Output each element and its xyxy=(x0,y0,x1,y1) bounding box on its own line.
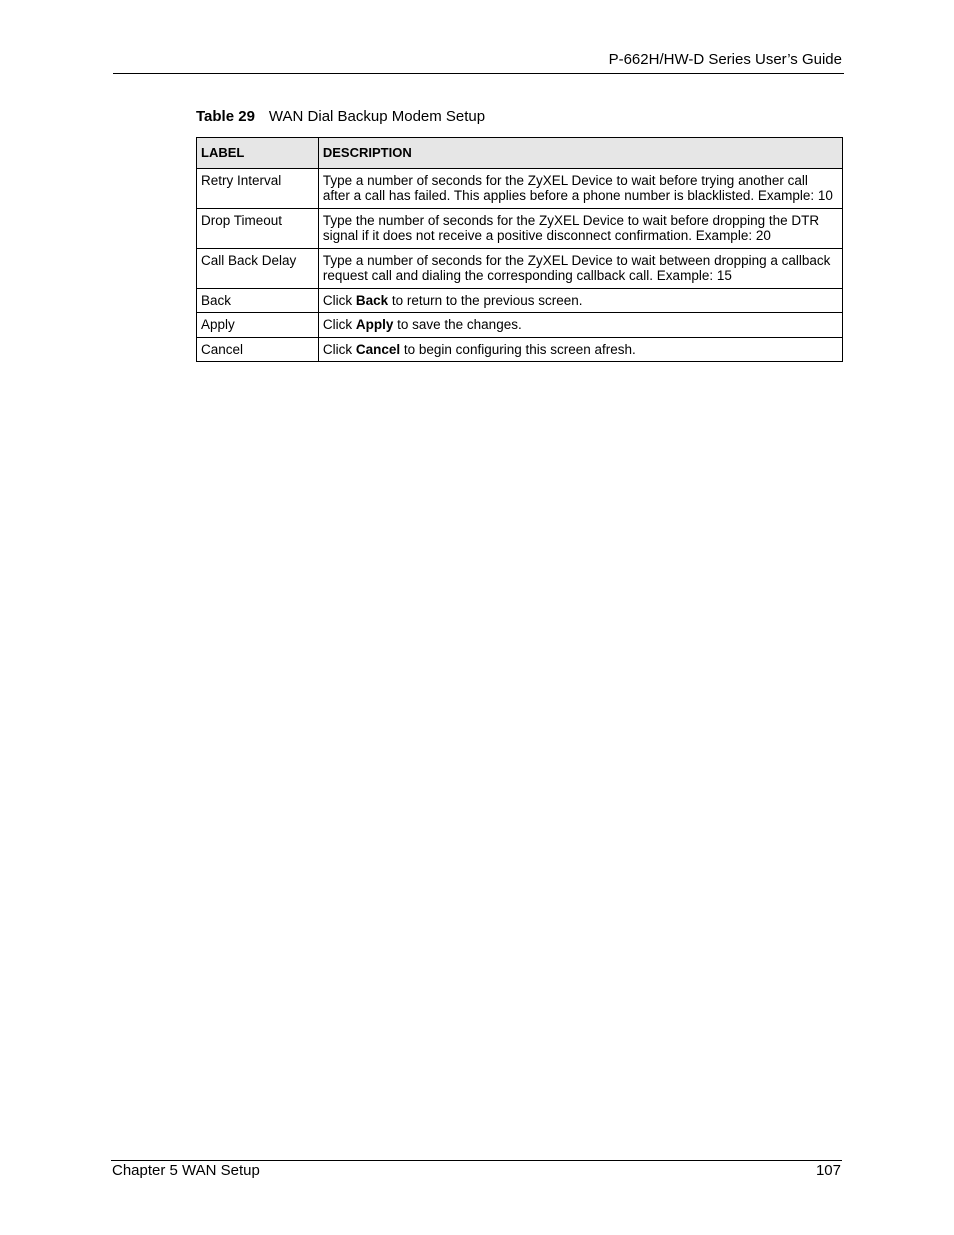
table-row xyxy=(197,208,843,248)
footer-chapter: Chapter 5 WAN Setup xyxy=(112,1162,260,1179)
table-row xyxy=(197,313,843,338)
table-header-row xyxy=(197,138,843,169)
description-bold-term: Apply xyxy=(355,317,394,332)
running-header-title: P-662H/HW-D Series User’s Guide xyxy=(608,51,842,68)
row-description xyxy=(318,208,842,248)
description-text: Type a number of seconds for the ZyXEL Device to wait before trying another call after a call has failed. This applies before a phone number is blacklisted. Example: 10 xyxy=(322,172,833,203)
row-label: Apply xyxy=(197,313,319,338)
table-caption xyxy=(196,108,485,125)
settings-table xyxy=(196,137,843,362)
row-description xyxy=(318,337,842,362)
description-text: Type the number of seconds for the ZyXEL Device to wait before dropping the DTR signal if it does not receive a positive disconnect confirmation. Example: 20 xyxy=(322,212,820,243)
footer-rule xyxy=(111,1160,842,1161)
description-text: Click xyxy=(322,341,356,357)
description-bold-term: Cancel xyxy=(355,341,401,357)
row-label: Cancel xyxy=(197,337,319,362)
description-text: Click xyxy=(322,292,356,308)
row-description xyxy=(318,313,842,338)
footer-page-number: 107 xyxy=(815,1162,841,1179)
description-text: to save the changes. xyxy=(393,317,522,332)
row-label: Drop Timeout xyxy=(197,208,319,248)
row-description xyxy=(318,248,842,288)
row-label: Retry Interval xyxy=(197,168,319,208)
column-header-label: LABEL xyxy=(197,138,319,169)
description-bold-term: Back xyxy=(355,292,389,308)
row-label: Back xyxy=(197,288,319,313)
table-row xyxy=(197,248,843,288)
row-description xyxy=(318,168,842,208)
table-caption-number: Table 29 xyxy=(196,108,255,125)
row-label: Call Back Delay xyxy=(197,248,319,288)
description-text: to begin configuring this screen afresh. xyxy=(400,341,636,357)
description-text: Click xyxy=(322,317,356,332)
description-text: to return to the previous screen. xyxy=(388,292,583,308)
table-row xyxy=(197,288,843,313)
table-caption-title: WAN Dial Backup Modem Setup xyxy=(268,108,486,125)
column-header-description: DESCRIPTION xyxy=(318,138,842,169)
description-text: Type a number of seconds for the ZyXEL Device to wait between dropping a callback request call and dialing the corresponding callback call. Example: 15 xyxy=(322,252,831,283)
row-description xyxy=(318,288,842,313)
header-rule xyxy=(113,73,844,74)
table-row xyxy=(197,168,843,208)
table-row xyxy=(197,337,843,362)
